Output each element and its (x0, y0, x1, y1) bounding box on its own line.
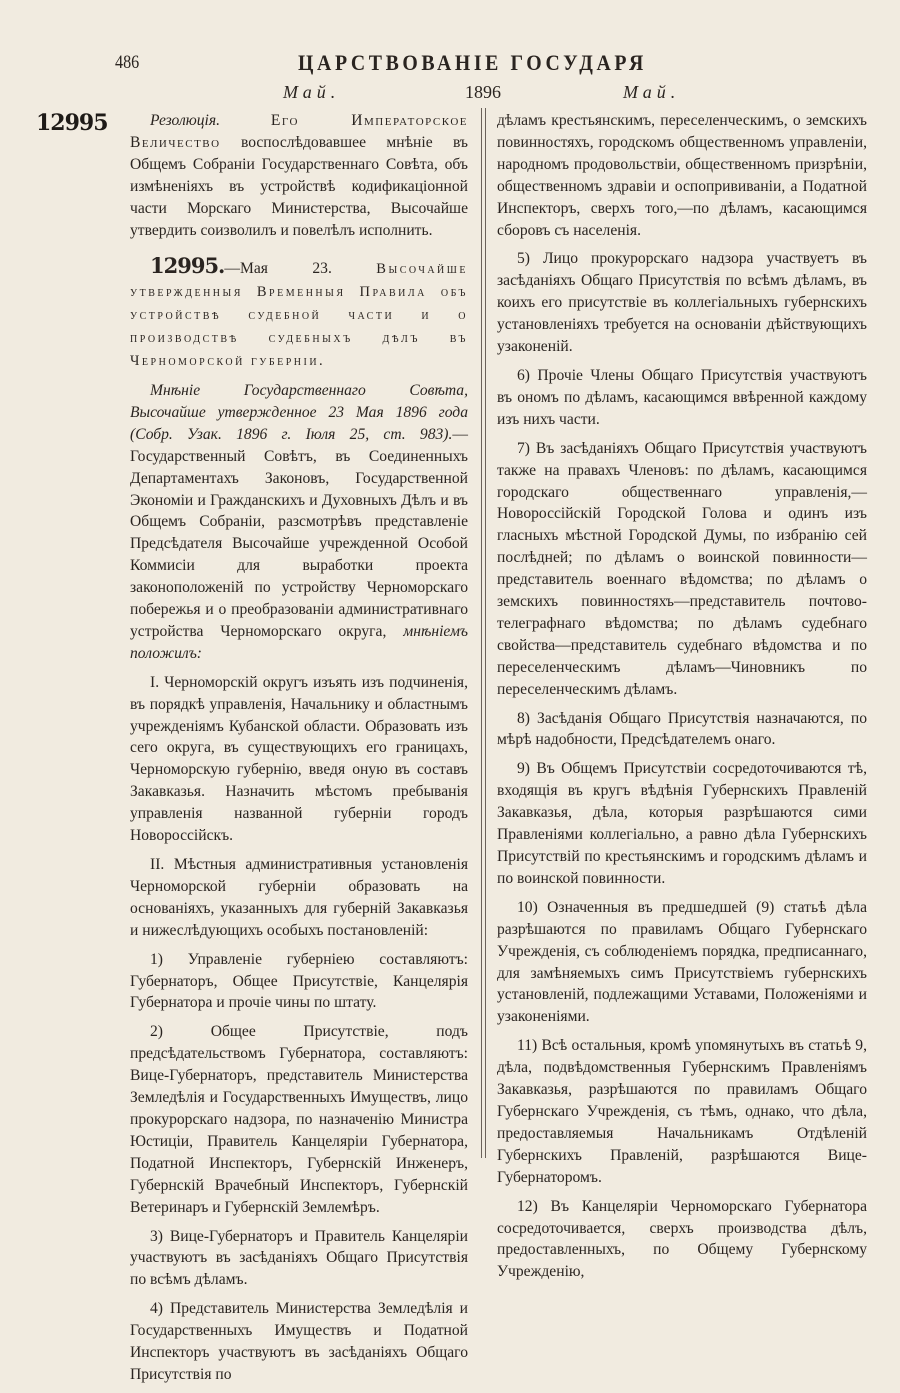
right-column (497, 110, 867, 1290)
section-paragraph: 9) Въ Общемъ Присутствіи сосредоточиваются тѣ, входящія въ кругъ вѣдѣнія Губернскихъ Правленій Закавказья, дѣла, которыя разрѣшаются сими Правленіями коллегіально, а равно дѣла Губернскихъ Присутствій по крестьянскимъ и городскимъ дѣламъ и по воинской повинности. (497, 760, 867, 887)
opinion-italic-head: Мнѣніе Государственнаго Совѣта, Высочайше утвержденное 23 Мая 1896 года (Собр. Узак. 1896 г. Іюля 25, ст. 983). (130, 381, 468, 443)
section-paragraph: II. Мѣстныя административныя установленія Черноморской губерніи образовать на основаніяхъ, указанныхъ для губерній Закавказья и нижеслѣдующихъ особыхъ постановленій: (130, 856, 468, 939)
section-paragraph: 12) Въ Канцеляріи Черноморскаго Губернатора сосредоточивается, сверхъ производства дѣлъ, предоставленныхъ, по Общему Губернскому Учрежденію, (497, 1197, 867, 1281)
entry-title: Высочайше утвержденныя Временныя Правила объ устройствѣ судебной части и о производствѣ судебныхъ дѣлъ въ Черноморской губерніи. (130, 261, 468, 370)
margin-entry-number: 12995 (36, 110, 108, 136)
resolution-lead: Его Императорское Величество (130, 112, 468, 151)
month-left: Май. (283, 82, 341, 102)
section-paragraph: 2) Общее Присутствіе, подъ предсѣдательствомъ Губернатора, составляютъ: Вице-Губернаторъ, представитель Министерства Земледѣлія и Государственныхъ Имуществъ, лицо прокурорскаго надзора, по назначенію Министра Юстиціи, Правитель Канцеляріи Губернатора, Податной Инспекторъ, Губернскій Инженеръ, Губернскій Врачебный Инспекторъ, Губернскій Ветеринаръ и Губернскій Землемѣръ. (130, 1023, 468, 1216)
continuation-paragraph: дѣламъ крестьянскимъ, переселенческимъ, о земскихъ повинностяхъ, городскомъ общественномъ управленіи, народномъ продовольствіи, общественномъ призрѣніи, общественномъ здравіи и оспопрививаніи, а Податной Инспекторъ, сверхъ того,—по дѣламъ, касающимся сборовъ съ населенія. (497, 112, 867, 239)
entry-date: —Мая 23. (224, 260, 332, 278)
section-paragraph: 6) Прочіе Члены Общаго Присутствія участвуютъ въ ономъ по дѣламъ, касающимся ввѣренной каждому изъ нихъ части. (497, 366, 867, 428)
section-paragraph: 7) Въ засѣданіяхъ Общаго Присутствія участвуютъ также на правахъ Членовъ: по дѣламъ, касающимся городскаго общественнаго управленія,—Новороссійскій Городской Голова и одинъ изъ гласныхъ мѣстной Городской Думы, по избранію сей послѣдней; по дѣламъ о воинской повинности—представитель военнаго вѣдомства; по дѣламъ о земскихъ повинностяхъ—представитель почтово-телеграфнаго вѣдомства; по дѣламъ судебнаго свойства—представитель судебнаго вѣдомства и по переселенческимъ дѣламъ—Чиновникъ по переселенческимъ дѣламъ. (497, 439, 867, 698)
entry-number: 12995. (150, 253, 225, 279)
section-paragraph: 11) Всѣ остальныя, кромѣ упомянутыхъ въ статьѣ 9, дѣла, подвѣдомственныя Губернскимъ Правленіямъ Закавказья, разрѣшаются по правиламъ Общаго Губернскаго Учрежденія, съ тѣмъ, однако, что дѣла, предоставляемыя Начальникамъ Отдѣленій Губернскихъ Правленій, разрѣшаются Вице-Губернаторомъ. (497, 1037, 867, 1186)
left-column (130, 110, 468, 1393)
opinion-text: —Государственный Совѣтъ, въ Соединенныхъ Департаментахъ Законовъ, Государственной Экономіи и Гражданскихъ и Духовныхъ Дѣлъ и въ Общемъ Собраніи, разсмотрѣвъ представленіе Предсѣдателя Высочайше учрежденной Особой Коммисіи для выработки проекта законоположеній по устройству Черноморскаго побережья и о преобразованіи административнаго устройства Черноморскаго округа, (130, 425, 468, 640)
page-number: 486 (115, 52, 140, 73)
month-right: Май. (623, 82, 681, 102)
opinion-paragraph (130, 380, 468, 665)
entry-heading (130, 255, 468, 373)
running-title: ЦАРСТВОВАНІЕ ГОСУДАРЯ (298, 50, 647, 75)
section-paragraph: 3) Вице-Губернаторъ и Правитель Канцеляріи участвуютъ въ засѣданіяхъ Общаго Присутствія по всѣмъ дѣламъ. (130, 1227, 468, 1289)
section-paragraph: I. Черноморскій округъ изъять изъ подчиненія, въ порядкѣ управленія, Начальнику и областнымъ учрежденіямъ Кубанской области. Образовать изъ сего округа, въ существующихъ его границахъ, Черноморскую губернію, введя оную въ составъ Закавказья. Назначить мѣстомъ пребыванія управленія названной губерніи городъ Новороссійскъ. (130, 673, 468, 845)
resolution-label: Резолюція. (150, 112, 221, 129)
section-paragraph: 4) Представитель Министерства Земледѣлія и Государственныхъ Имуществъ и Податной Инспекторъ участвуютъ въ засѣданіяхъ Общаго Присутствія по (130, 1300, 468, 1383)
section-paragraph: 10) Означенныя въ предшедшей (9) статьѣ дѣла разрѣшаются по правиламъ Общаго Губернскаго Учрежденія, съ соблюденіемъ порядка, предписаннаго, для замѣняемыхъ симъ Присутствіемъ губернскихъ установленій, подлежащими Уставами, Положеніями и узаконеніями. (497, 898, 867, 1026)
resolution-text: воспослѣдовавшее мнѣніе въ Общемъ Собраніи Государственнаго Совѣта, объ измѣненіяхъ въ устройствѣ кодификаціонной части Морскаго Министерства, Высочайше утвердить соизволилъ и повелѣлъ исполнить. (130, 133, 469, 239)
section-paragraph: 8) Засѣданія Общаго Присутствія назначаются, по мѣрѣ надобности, Предсѣдателемъ онаго. (497, 709, 867, 749)
year: 1896 (465, 82, 501, 102)
section-paragraph: 5) Лицо прокурорскаго надзора участвуетъ въ засѣданіяхъ Общаго Присутствія по всѣмъ дѣламъ, въ коихъ его присутствіе въ коллегіальныхъ губернскихъ установленіяхъ требуется на основаніи дѣйствующихъ узаконеній. (497, 250, 867, 356)
resolution-paragraph (130, 110, 468, 241)
column-divider (481, 108, 486, 1158)
section-paragraph: 1) Управленіе губерніею составляютъ: Губернаторъ, Общее Присутствіе, Канцелярія Губернатора и прочіе чины по штату. (130, 950, 468, 1012)
opinion-italic-tail: мнѣніемъ положилъ: (130, 622, 468, 662)
